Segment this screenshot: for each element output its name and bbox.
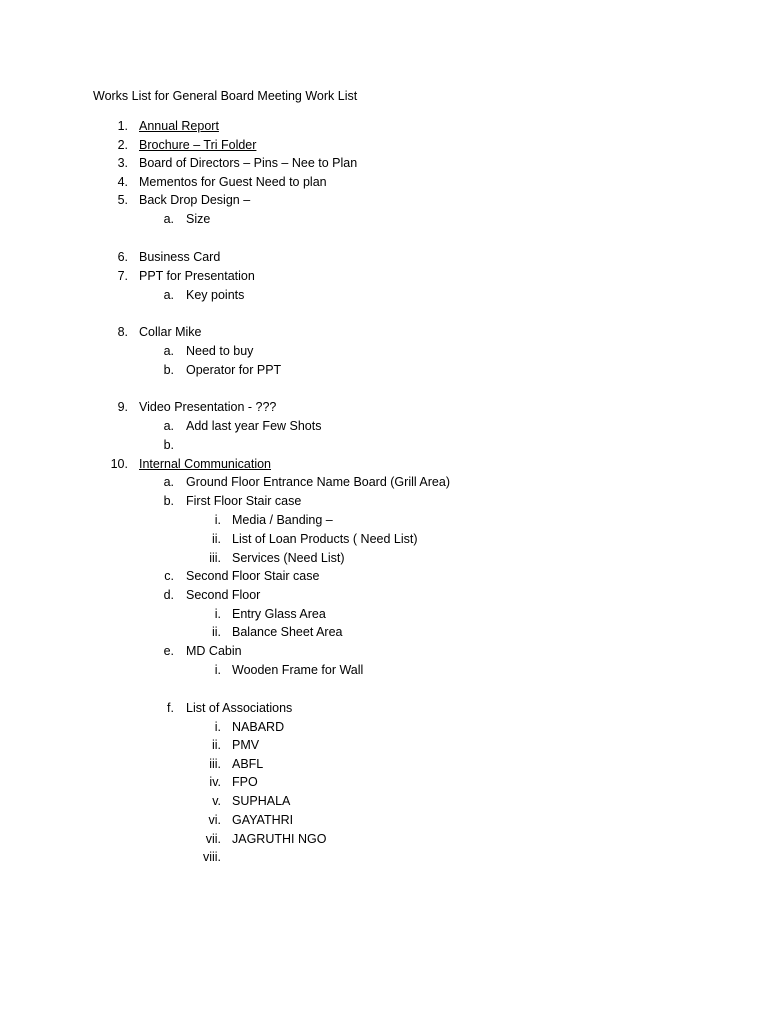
list-item-text: Video Presentation - ??? (139, 400, 277, 414)
list-item-text: Second Floor (186, 588, 261, 602)
list-item-text: Collar Mike (139, 325, 202, 339)
list-item-text: Internal Communication (139, 457, 272, 471)
list-item-text: Wooden Frame for Wall (232, 663, 364, 677)
list-item-text: Annual Report (139, 119, 219, 133)
list-item-text: List of Loan Products ( Need List) (232, 532, 418, 546)
list-marker: ii. (211, 532, 221, 546)
list-item-text: Operator for PPT (186, 363, 282, 377)
list-marker: 7. (117, 269, 128, 283)
list-item-text: Mementos for Guest Need to plan (139, 175, 327, 189)
list-marker: 8. (117, 325, 128, 339)
list-item-text: Size (186, 212, 211, 226)
list-marker: a. (163, 475, 174, 489)
list-item-text: Brochure – Tri Folder (139, 138, 257, 152)
list-item-text: Second Floor Stair case (186, 569, 320, 583)
list-marker: a. (163, 419, 174, 433)
list-marker: iii. (209, 551, 221, 565)
list-item-text: Back Drop Design – (139, 193, 251, 207)
list-item-text: Business Card (139, 250, 221, 264)
list-item-text: Services (Need List) (232, 551, 345, 565)
list-item-text: FPO (232, 775, 258, 789)
list-marker: b. (163, 363, 174, 377)
list-marker: vii. (205, 832, 221, 846)
list-marker: c. (164, 569, 174, 583)
list-marker: 9. (117, 400, 128, 414)
list-marker: 6. (117, 250, 128, 264)
list-marker: i. (214, 663, 221, 677)
list-item-text: Board of Directors – Pins – Nee to Plan (139, 156, 358, 170)
list-item-text: Balance Sheet Area (232, 625, 343, 639)
list-marker: d. (163, 588, 174, 602)
list-item-text: Add last year Few Shots (186, 419, 322, 433)
list-marker: a. (163, 212, 174, 226)
list-marker: 5. (117, 193, 128, 207)
list-marker: 4. (117, 175, 128, 189)
list-item-text: GAYATHRI (232, 813, 294, 827)
list-marker: ii. (211, 625, 221, 639)
list-marker: 1. (117, 119, 128, 133)
list-marker: f. (167, 701, 174, 715)
list-item-text: NABARD (232, 720, 285, 734)
list-item-text: Entry Glass Area (232, 607, 326, 621)
list-marker: iv. (209, 775, 221, 789)
list-marker: e. (163, 644, 174, 658)
list-marker: 10. (110, 457, 128, 471)
list-item-text: List of Associations (186, 701, 293, 715)
list-marker: 2. (117, 138, 128, 152)
list-marker: b. (163, 494, 174, 508)
list-marker: b. (163, 438, 174, 452)
list-item-text: MD Cabin (186, 644, 242, 658)
list-item-text: Key points (186, 288, 245, 302)
list-marker: i. (214, 513, 221, 527)
list-marker: a. (163, 288, 174, 302)
list-item-text: PMV (232, 738, 260, 752)
list-marker: i. (214, 607, 221, 621)
list-item-text: Need to buy (186, 344, 254, 358)
list-item-text: Media / Banding – (232, 513, 333, 527)
list-item-text: First Floor Stair case (186, 494, 302, 508)
list-marker: v. (212, 794, 221, 808)
list-item-text: SUPHALA (232, 794, 291, 808)
document-title: Works List for General Board Meeting Work List (93, 89, 358, 103)
list-marker: a. (163, 344, 174, 358)
list-marker: 3. (117, 156, 128, 170)
list-marker: ii. (211, 738, 221, 752)
list-marker: iii. (209, 757, 221, 771)
list-item-text: ABFL (232, 757, 264, 771)
list-item-text: JAGRUTHI NGO (232, 832, 327, 846)
list-marker: viii. (202, 850, 221, 864)
list-marker: vi. (208, 813, 221, 827)
list-item-text: Ground Floor Entrance Name Board (Grill Area) (186, 475, 450, 489)
list-item-text: PPT for Presentation (139, 269, 255, 283)
list-marker: i. (214, 720, 221, 734)
